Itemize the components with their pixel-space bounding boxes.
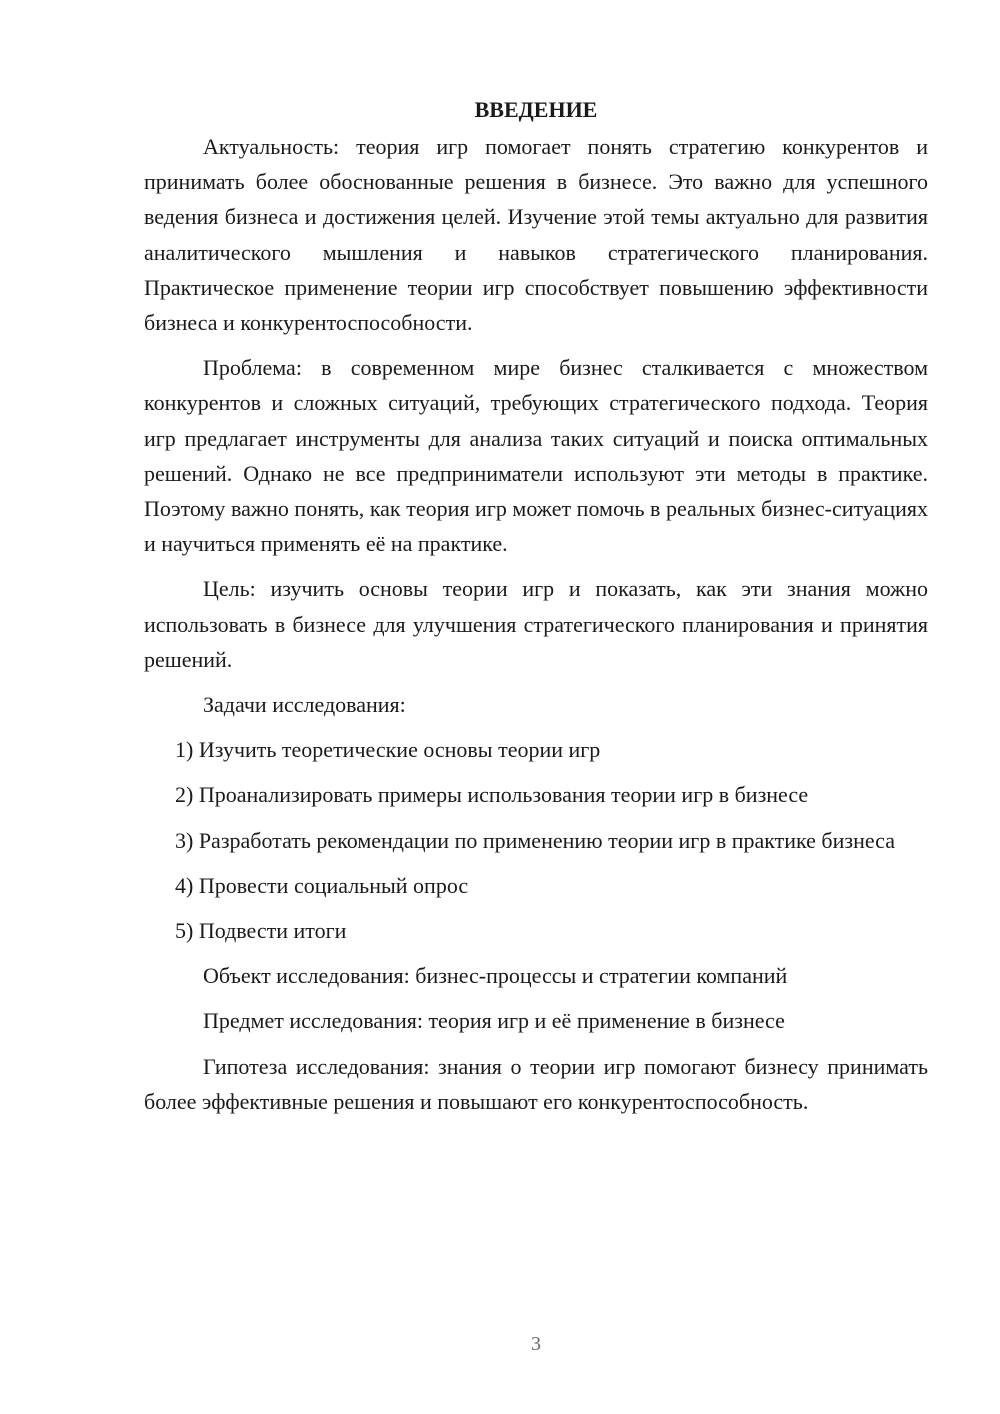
task-item-3: 3) Разработать рекомендации по применению теории игр в практике бизнеса	[175, 827, 895, 853]
document-page	[144, 92, 928, 1129]
tasks-title: Задачи исследования:	[203, 692, 406, 718]
task-item-2: 2) Проанализировать примеры использования теории игр в бизнесе	[175, 782, 809, 808]
goal-paragraph: Цель: изучить основы теории игр и показать, как эти знания можно использовать в бизнесе для улучшения стратегического планирования и принятия решений.	[144, 576, 928, 672]
object-paragraph: Объект исследования: бизнес-процессы и стратегии компаний	[203, 963, 788, 989]
task-item-4: 4) Провести социальный опрос	[175, 872, 469, 898]
relevance-paragraph: Актуальность: теория игр помогает понять стратегию конкурентов и принимать более обоснованные решения в бизнесе. Это важно для успешного ведения бизнеса и достижения целей. Изучение этой темы актуально для развития аналитического мышления и навыков стратегического планирования. Практическое применение теории игр способствует повышению эффективности бизнеса и конкурентоспособности.	[144, 134, 928, 336]
problem-paragraph: Проблема: в современном мире бизнес сталкивается с множеством конкурентов и сложных ситуаций, требующих стратегического подхода. Теория игр предлагает инструменты для анализа таких ситуаций и поиска оптимальных решений. Однако не все предприниматели используют эти методы в практике. Поэтому важно понять, как теория игр может помочь в реальных бизнес-ситуациях и научиться применять её на практике.	[144, 355, 928, 557]
page-number: 3	[531, 1333, 541, 1355]
hypothesis-paragraph: Гипотеза исследования: знания о теории игр помогают бизнесу принимать более эффективные решения и повышают его конкурентоспособность.	[144, 1053, 928, 1114]
task-item-5: 5) Подвести итоги	[175, 918, 347, 944]
page-title: ВВЕДЕНИЕ	[474, 97, 598, 122]
task-item-1: 1) Изучить теоретические основы теории игр	[175, 737, 601, 763]
subject-paragraph: Предмет исследования: теория игр и её применение в бизнесе	[203, 1008, 785, 1034]
